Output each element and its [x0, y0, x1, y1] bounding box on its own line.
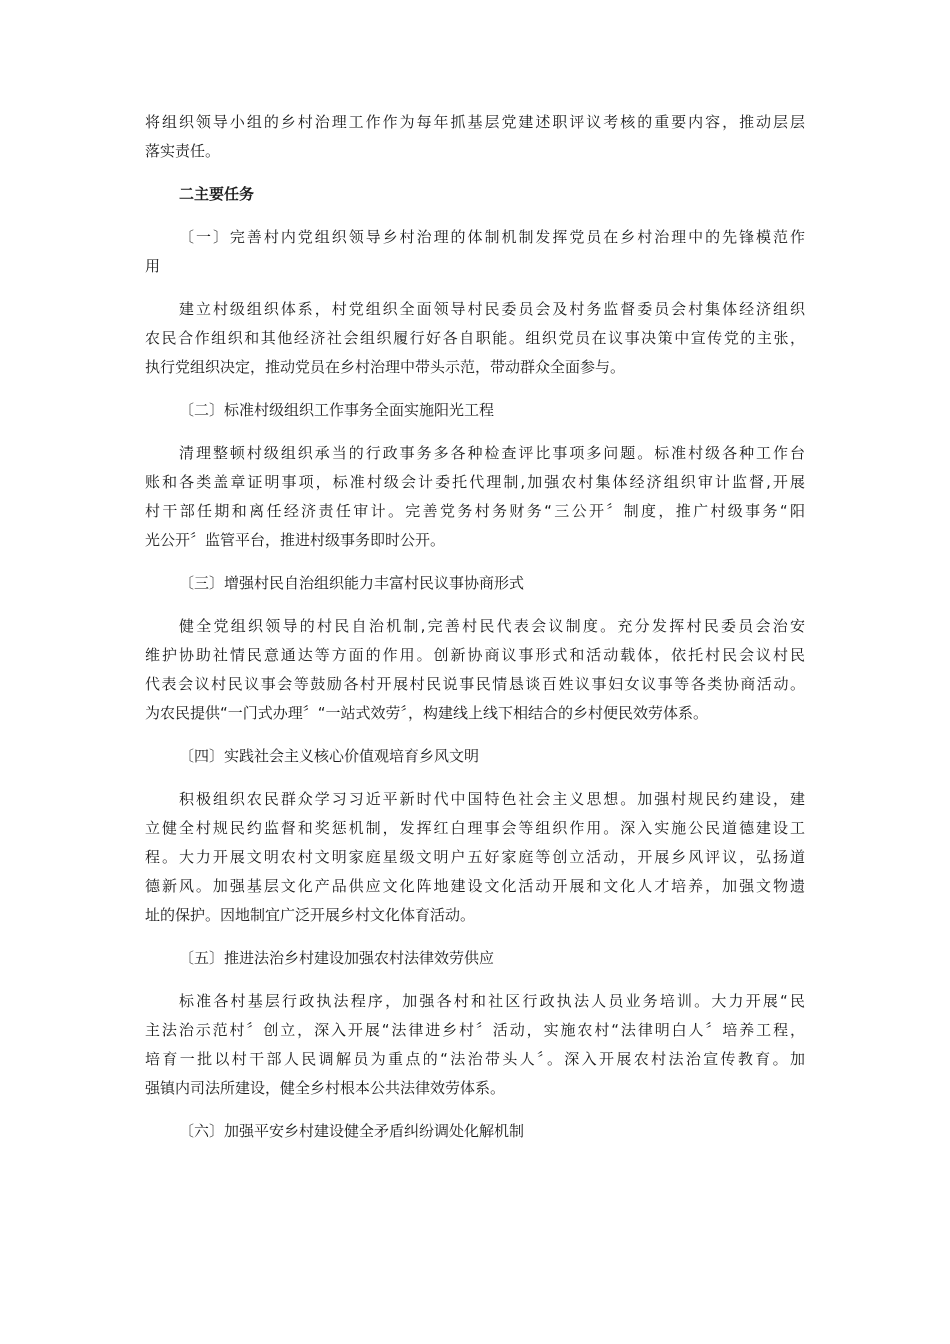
paragraph — [145, 785, 805, 930]
section-heading: 二主要任务 — [179, 185, 255, 203]
text-line: 德新风。加强基层文化产品供应文化阵地建设文化活动开展和文化人才培养，加强文物遗 — [145, 877, 805, 895]
paragraph — [145, 439, 805, 555]
subsection-heading — [145, 396, 805, 425]
text-line: 将组织领导小组的乡村治理工作作为每年抓基层党建述职评议考核的重要内容，推动层层 — [145, 113, 805, 131]
text-line: 〔二〕标准村级组织工作事务全面实施阳光工程 — [179, 401, 495, 419]
text-line: 积极组织农民群众学习习近平新时代中国特色社会主义思想。加强村规民约建设，建 — [179, 790, 805, 808]
text-line: 代表会议村民议事会等鼓励各村开展村民说事民情恳谈百姓议事妇女议事等各类协商活动。 — [145, 675, 805, 693]
text-line: 〔五〕推进法治乡村建设加强农村法律效劳供应 — [179, 949, 495, 967]
text-line: 址的保护。因地制宜广泛开展乡村文化体育活动。 — [145, 906, 476, 924]
text-line: 账和各类盖章证明事项，标准村级会计委托代理制,加强农村集体经济组织审计监督,开展 — [145, 473, 805, 491]
text-line: 〔三〕增强村民自治组织能力丰富村民议事协商形式 — [179, 574, 525, 592]
paragraph — [145, 295, 805, 382]
text-line: 程。大力开展文明农村文明家庭星级文明户五好家庭等创立活动，开展乡风评议，弘扬道 — [145, 848, 805, 866]
text-line: 〔六〕加强平安乡村建设健全矛盾纠纷调处化解机制 — [179, 1122, 525, 1140]
text-line: 清理整顿村级组织承当的行政事务多各种检查评比事项多问题。标准村级各种工作台 — [179, 444, 805, 462]
text-line: 主法治示范村〞创立，深入开展“法律进乡村〞活动，实施农村“法律明白人〞培养工程， — [145, 1021, 805, 1039]
text-line: 农民合作组织和其他经济社会组织履行好各自职能。组织党员在议事决策中宣传党的主张， — [145, 329, 805, 347]
text-line: 建立村级组织体系，村党组织全面领导村民委员会及村务监督委员会村集体经济组织 — [179, 300, 805, 318]
text-line: 标准各村基层行政执法程序，加强各村和社区行政执法人员业务培训。大力开展“民 — [179, 992, 805, 1010]
paragraph — [145, 987, 805, 1103]
text-line: 执行党组织决定，推动党员在乡村治理中带头示范，带动群众全面参与。 — [145, 358, 626, 376]
subsection-heading — [145, 1117, 805, 1146]
subsection-heading — [145, 944, 805, 973]
text-line: 落实责任。 — [145, 142, 221, 160]
text-line: 培育一批以村干部人民调解员为重点的“法治带头人〞。深入开展农村法治宣传教育。加 — [145, 1050, 805, 1068]
paragraph — [145, 108, 805, 166]
text-line: 健全党组织领导的村民自治机制,完善村民代表会议制度。充分发挥村民委员会治安 — [179, 617, 805, 635]
paragraph — [145, 612, 805, 728]
subsection-heading — [145, 742, 805, 771]
text-line: 光公开〞监管平台，推进村级事务即时公开。 — [145, 531, 446, 549]
text-line: 为农民提供“一门式办理〞“一站式效劳〞，构建线上线下相结合的乡村便民效劳体系。 — [145, 704, 709, 722]
text-line: 强镇内司法所建设，健全乡村根本公共法律效劳体系。 — [145, 1079, 506, 1097]
text-line: 〔一〕完善村内党组织领导乡村治理的体制机制发挥党员在乡村治理中的先锋模范作 — [179, 228, 805, 246]
text-line: 村干部任期和离任经济责任审计。完善党务村务财务“三公开〞制度，推广村级事务“阳 — [145, 502, 805, 520]
paragraph — [145, 223, 805, 281]
text-line: 维护协助社情民意通达等方面的作用。创新协商议事形式和活动载体，依托村民会议村民 — [145, 646, 805, 664]
text-line: 〔四〕实践社会主义核心价值观培育乡风文明 — [179, 747, 480, 765]
subsection-heading — [145, 569, 805, 598]
text-line: 用 — [145, 257, 161, 275]
document-body — [145, 108, 805, 1160]
text-line: 立健全村规民约监督和奖惩机制，发挥红白理事会等组织作用。深入实施公民道德建设工 — [145, 819, 805, 837]
